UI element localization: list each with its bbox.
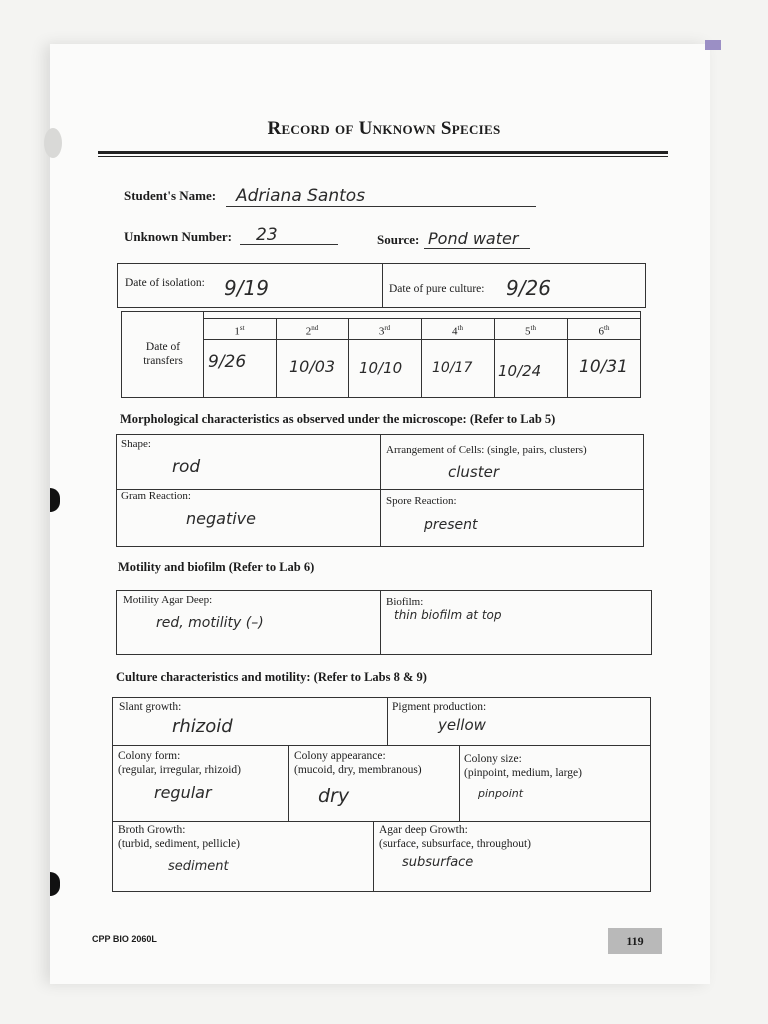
course-code: CPP BIO 2060L <box>92 934 157 944</box>
shape-value[interactable]: rod <box>172 457 201 477</box>
colony-form-label: Colony form: (regular, irregular, rhizoid) <box>118 750 241 776</box>
transfer-date-4[interactable]: 10/17 <box>432 360 473 376</box>
slant-label: Slant growth: <box>119 701 182 713</box>
transfer-date-1[interactable]: 9/26 <box>208 352 247 372</box>
pigment-label: Pigment production: <box>392 701 487 713</box>
motility-agar-label: Motility Agar Deep: <box>123 594 213 606</box>
transfer-header-1: 1st <box>234 324 245 338</box>
morphology-rule <box>116 489 644 490</box>
culture-divider <box>288 745 289 821</box>
transfer-date-2[interactable]: 10/03 <box>289 357 336 376</box>
table-rule <box>203 339 641 340</box>
colony-appearance-label: Colony appearance: (mucoid, dry, membranous) <box>294 750 422 776</box>
source-label: Source: <box>377 232 420 247</box>
page-number: 119 <box>608 928 662 954</box>
morphology-divider <box>380 434 381 547</box>
colony-size-value[interactable]: pinpoint <box>478 787 524 800</box>
spore-value[interactable]: present <box>424 517 478 533</box>
culture-rule <box>112 821 651 822</box>
culture-divider <box>387 697 388 745</box>
pigment-value[interactable]: yellow <box>438 716 486 734</box>
transfer-header-3: 3rd <box>378 324 391 338</box>
colony-form-value[interactable]: regular <box>154 783 212 802</box>
isolation-value[interactable]: 9/19 <box>224 276 269 300</box>
transfer-header-4: 4th <box>452 324 463 338</box>
isolation-label: Date of isolation: <box>125 277 205 289</box>
colony-size-label: Colony size: (pinpoint, medium, large) <box>464 753 582 779</box>
motility-heading: Motility and biofilm (Refer to Lab 6) <box>118 560 315 574</box>
spore-label: Spore Reaction: <box>386 495 457 507</box>
student-name-value[interactable]: Adriana Santos <box>236 186 366 206</box>
source-line <box>424 248 530 249</box>
arrangement-value[interactable]: cluster <box>448 463 500 481</box>
culture-heading: Culture characteristics and motility: (Refer to Labs 8 & 9) <box>116 670 427 684</box>
colony-appearance-value[interactable]: dry <box>318 785 350 807</box>
culture-rule <box>112 745 651 746</box>
agar-deep-value[interactable]: subsurface <box>402 855 474 870</box>
culture-divider <box>459 745 460 821</box>
transfers-label: Date of transfers <box>143 341 183 367</box>
broth-growth-label: Broth Growth: (turbid, sediment, pellicle) <box>118 824 240 850</box>
morphology-heading: Morphological characteristics as observed under the microscope: (Refer to Lab 5) <box>120 412 556 426</box>
title-rule <box>98 156 668 157</box>
unknown-number-value[interactable]: 23 <box>256 225 278 245</box>
motility-divider <box>380 590 381 655</box>
source-value[interactable]: Pond water <box>428 229 519 248</box>
title-rule <box>98 151 668 154</box>
culture-divider <box>373 821 374 892</box>
agar-deep-label: Agar deep Growth: (surface, subsurface, throughout) <box>379 824 531 850</box>
arrangement-label: Arrangement of Cells: (single, pairs, clusters) <box>386 444 587 456</box>
transfer-header-5: 5th <box>525 324 536 338</box>
broth-growth-value[interactable]: sediment <box>168 859 229 874</box>
transfer-date-5[interactable]: 10/24 <box>498 362 542 380</box>
biofilm-label: Biofilm: <box>386 596 424 608</box>
unknown-number-line <box>240 244 338 245</box>
unknown-number-label: Unknown Number: <box>124 229 232 244</box>
student-name-label: Student's Name: <box>124 188 217 203</box>
transfer-date-3[interactable]: 10/10 <box>359 359 403 377</box>
transfer-date-6[interactable]: 10/31 <box>579 357 628 377</box>
gram-value[interactable]: negative <box>186 509 256 528</box>
transfer-header-6: 6th <box>598 324 610 338</box>
corner-tab <box>705 40 721 50</box>
pure-culture-value[interactable]: 9/26 <box>506 276 551 300</box>
transfer-header-2: 2nd <box>305 324 319 338</box>
slant-value[interactable]: rhizoid <box>172 716 233 737</box>
motility-agar-value[interactable]: red, motility (–) <box>156 615 264 631</box>
table-rule <box>203 318 641 319</box>
gram-label: Gram Reaction: <box>121 490 191 502</box>
pure-culture-label: Date of pure culture: <box>389 283 485 295</box>
dates-divider <box>382 263 383 308</box>
page-title: Record of Unknown Species <box>267 118 501 139</box>
shape-label: Shape: <box>121 438 151 450</box>
biofilm-value[interactable]: thin biofilm at top <box>394 608 502 622</box>
student-name-line <box>226 206 536 207</box>
